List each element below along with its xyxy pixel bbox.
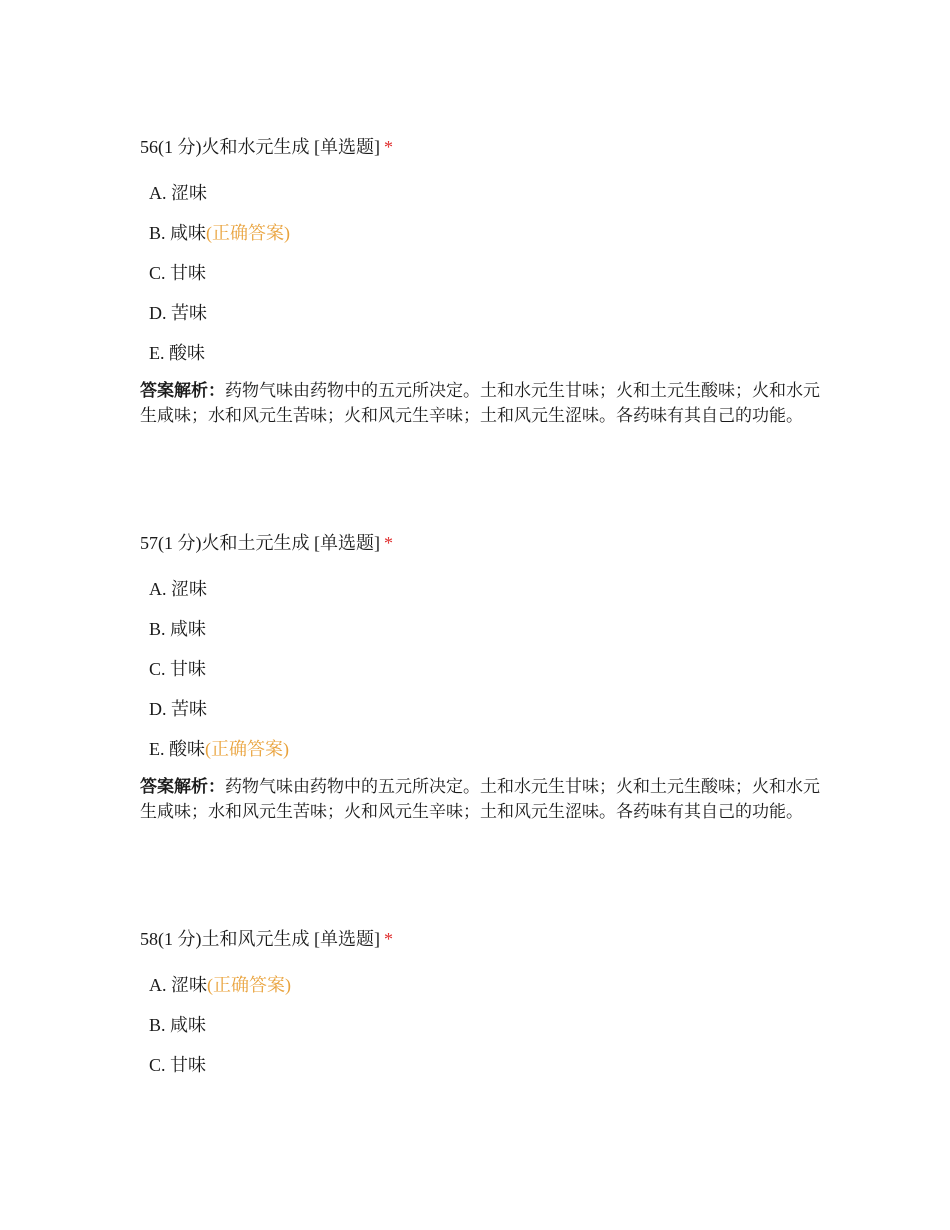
- question-58: [140, 927, 820, 1077]
- analysis-label: 答案解析：: [140, 777, 225, 797]
- option-label: C. 甘味: [149, 1055, 207, 1075]
- option-label: E. 酸味: [149, 343, 205, 363]
- answer-analysis: [140, 379, 820, 429]
- option-c: [149, 261, 820, 285]
- option-a: [149, 973, 820, 997]
- correct-answer-tag: (正确答案): [205, 739, 289, 759]
- option-label: C. 甘味: [149, 659, 207, 679]
- question-title-text: 58(1 分)土和风元生成 [单选题]: [140, 929, 380, 949]
- option-d: [149, 697, 820, 721]
- option-c: [149, 1053, 820, 1077]
- required-marker: *: [383, 533, 393, 553]
- option-label: B. 咸味: [149, 619, 207, 639]
- option-label: A. 涩味: [149, 975, 207, 995]
- option-label: D. 苦味: [149, 303, 207, 323]
- analysis-text: 药物气味由药物中的五元所决定。土和水元生甘味；火和土元生酸味；火和水元生咸味；水和风元生苦味；火和风元生辛味；土和风元生涩味。各药味有其自己的功能。: [140, 777, 820, 822]
- correct-answer-tag: (正确答案): [207, 975, 291, 995]
- option-list: [140, 973, 820, 1077]
- question-56: [140, 135, 820, 429]
- option-e: [149, 737, 820, 761]
- option-list: [140, 181, 820, 365]
- option-a: [149, 181, 820, 205]
- question-57: [140, 531, 820, 825]
- analysis-text: 药物气味由药物中的五元所决定。土和水元生甘味；火和土元生酸味；火和水元生咸味；水和风元生苦味；火和风元生辛味；土和风元生涩味。各药味有其自己的功能。: [140, 381, 820, 426]
- required-marker: *: [383, 137, 393, 157]
- question-title-text: 57(1 分)火和土元生成 [单选题]: [140, 533, 380, 553]
- option-list: [140, 577, 820, 761]
- option-c: [149, 657, 820, 681]
- correct-answer-tag: (正确答案): [206, 223, 291, 243]
- analysis-label: 答案解析：: [140, 381, 225, 401]
- option-label: E. 酸味: [149, 739, 205, 759]
- option-b: [149, 1013, 820, 1037]
- required-marker: *: [383, 929, 393, 949]
- option-d: [149, 301, 820, 325]
- option-label: A. 涩味: [149, 183, 207, 203]
- option-b: [149, 221, 820, 245]
- option-e: [149, 341, 820, 365]
- answer-analysis: [140, 775, 820, 825]
- option-label: A. 涩味: [149, 579, 207, 599]
- option-label: B. 咸味: [149, 1015, 207, 1035]
- option-b: [149, 617, 820, 641]
- question-title-text: 56(1 分)火和水元生成 [单选题]: [140, 137, 380, 157]
- option-label: B. 咸味: [149, 223, 207, 243]
- option-a: [149, 577, 820, 601]
- question-title: [140, 531, 820, 555]
- question-title: [140, 135, 820, 159]
- question-title: [140, 927, 820, 951]
- option-label: D. 苦味: [149, 699, 207, 719]
- option-label: C. 甘味: [149, 263, 207, 283]
